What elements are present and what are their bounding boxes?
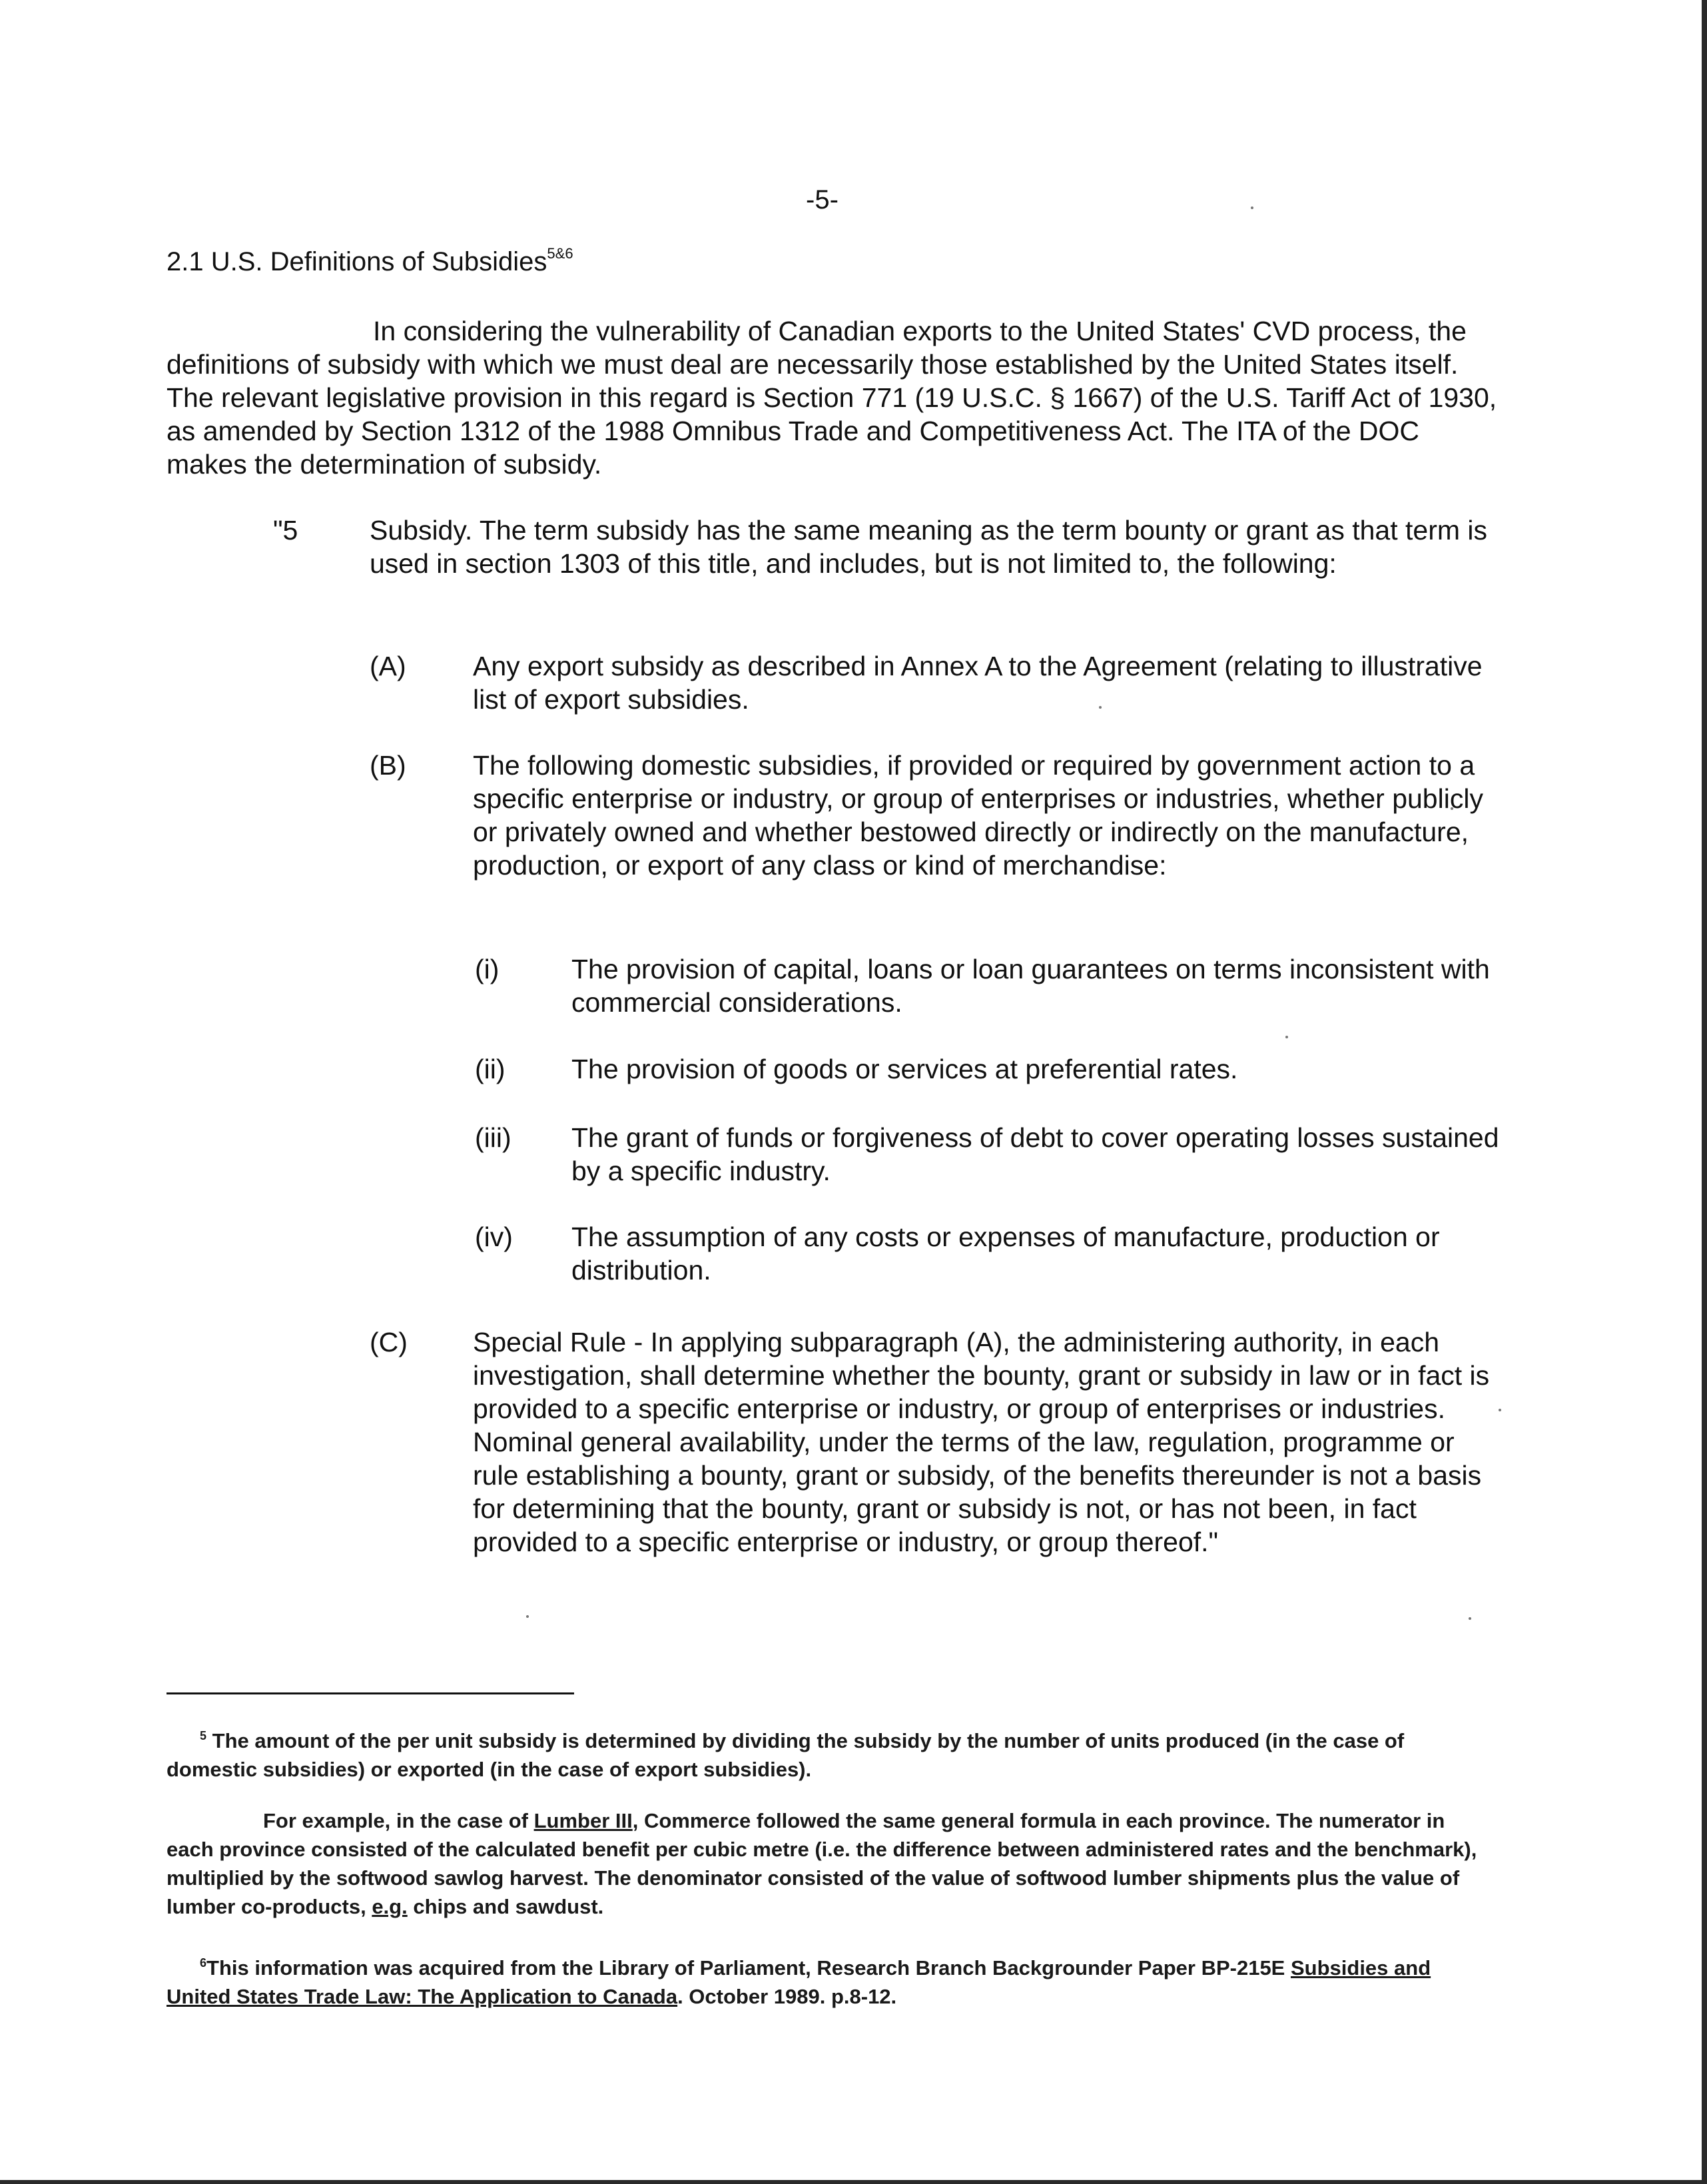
scan-edge-bottom xyxy=(0,2180,1707,2184)
section-heading-footnote-ref: 5&6 xyxy=(547,245,573,262)
section-heading-text: 2.1 U.S. Definitions of Subsidies xyxy=(167,247,547,276)
footnote-6 xyxy=(167,1949,1485,2011)
subitem-label: (iii) xyxy=(475,1122,512,1153)
subitem-label: (iv) xyxy=(475,1222,513,1252)
cited-paper-title: Subsidies and United States Trade Law: The Application to Canada xyxy=(167,1956,1431,2008)
footnote-separator xyxy=(167,1692,574,1694)
subitem-text: The assumption of any costs or expenses of manufacture, production or distribution. xyxy=(571,1222,1440,1285)
subitem-label: (i) xyxy=(475,954,500,984)
item-label: (A) xyxy=(370,651,406,681)
subitem-text: The provision of capital, loans or loan guarantees on terms inconsistent with commercial considerations. xyxy=(571,954,1490,1018)
item-text: Any export subsidy as described in Annex A to the Agreement (relating to illustrative list of export subsidies. xyxy=(473,651,1483,715)
page-number: -5- xyxy=(806,185,839,214)
scan-speck xyxy=(1469,1617,1471,1620)
footnote-text: The amount of the per unit subsidy is determined by dividing the subsidy by the number of units produced (in the case of domestic subsidies) or exported (in the case of export subsidies). xyxy=(167,1729,1405,1781)
scan-speck xyxy=(526,1615,529,1618)
quote-text: Subsidy. The term subsidy has the same meaning as the term bounty or grant as that term is used in section 1303 of this title, and includes, but is not limited to, the following: xyxy=(370,515,1488,579)
abbrev-eg: e.g. xyxy=(372,1895,408,1918)
subitem-text: The grant of funds or forgiveness of debt to cover operating losses sustained by a specific industry. xyxy=(571,1122,1499,1186)
subitem-label: (ii) xyxy=(475,1054,506,1084)
item-text: Special Rule - In applying subparagraph (A), the administering authority, in each investigation, shall determine whether the bounty, grant or subsidy in law or in fact is provided to a specific enterprise or industry, or group of enterprises or industries. Nominal general availability, under the terms of the law, regulation, programme or rule establishing a bounty, grant or subsidy, of the benefits thereunder is not a basis for determining that the bounty, grant or subsidy is not, or has not been, in fact provided to a specific enterprise or industry, or group thereof." xyxy=(473,1327,1490,1557)
section-heading xyxy=(167,245,573,277)
scan-speck xyxy=(1285,1036,1288,1038)
footnote-text: . October 1989. p.8-12. xyxy=(677,1985,897,2008)
footnote-5 xyxy=(167,1722,1485,1784)
scan-edge-right xyxy=(1702,0,1707,2184)
footnote-text: , Commerce followed the same general formula in each province. The numerator in each province consisted of the calculated benefit per cubic metre (i.e. the difference between administered rates and the benchmark), multiplied by the softwood sawlog harvest. The denominator consisted of the value of softwood lumber shipments plus the value of lumber co-products, xyxy=(167,1809,1477,1918)
item-label: (C) xyxy=(370,1327,408,1357)
footnote-text: This information was acquired from the Library of Parliament, Research Branch Backgrounder Paper BP-215E xyxy=(206,1956,1291,1980)
intro-paragraph: In considering the vulnerability of Canadian exports to the United States' CVD process, the definitions of subsidy with which we must deal are necessarily those established by the United States itself. The relevant legislative provision in this regard is Section 771 (19 U.S.C. § 1667) of the U.S. Tariff Act of 1930, as amended by Section 1312 of the 1988 Omnibus Trade and Competitiveness Act. The ITA of the DOC makes the determination of subsidy. xyxy=(167,316,1497,480)
footnote-5-example xyxy=(167,1806,1485,1921)
item-label: (B) xyxy=(370,750,406,781)
footnote-text: chips and sawdust. xyxy=(407,1895,604,1918)
footnote-text: For example, in the case of xyxy=(263,1809,534,1832)
footnote-marker: 5 xyxy=(200,1729,207,1742)
footnote-marker: 6 xyxy=(200,1956,207,1970)
item-text: The following domestic subsidies, if provided or required by government action to a specific enterprise or industry, or group of enterprises or industries, whether publicly or privately owned and whether bestowed directly or indirectly on the manufacture, production, or export of any class or kind of merchandise: xyxy=(473,750,1483,881)
quote-label: "5 xyxy=(273,515,298,546)
scan-speck xyxy=(1251,206,1253,209)
subitem-text: The provision of goods or services at preferential rates. xyxy=(571,1054,1238,1084)
case-name-lumber-iii: Lumber III xyxy=(533,1809,633,1832)
